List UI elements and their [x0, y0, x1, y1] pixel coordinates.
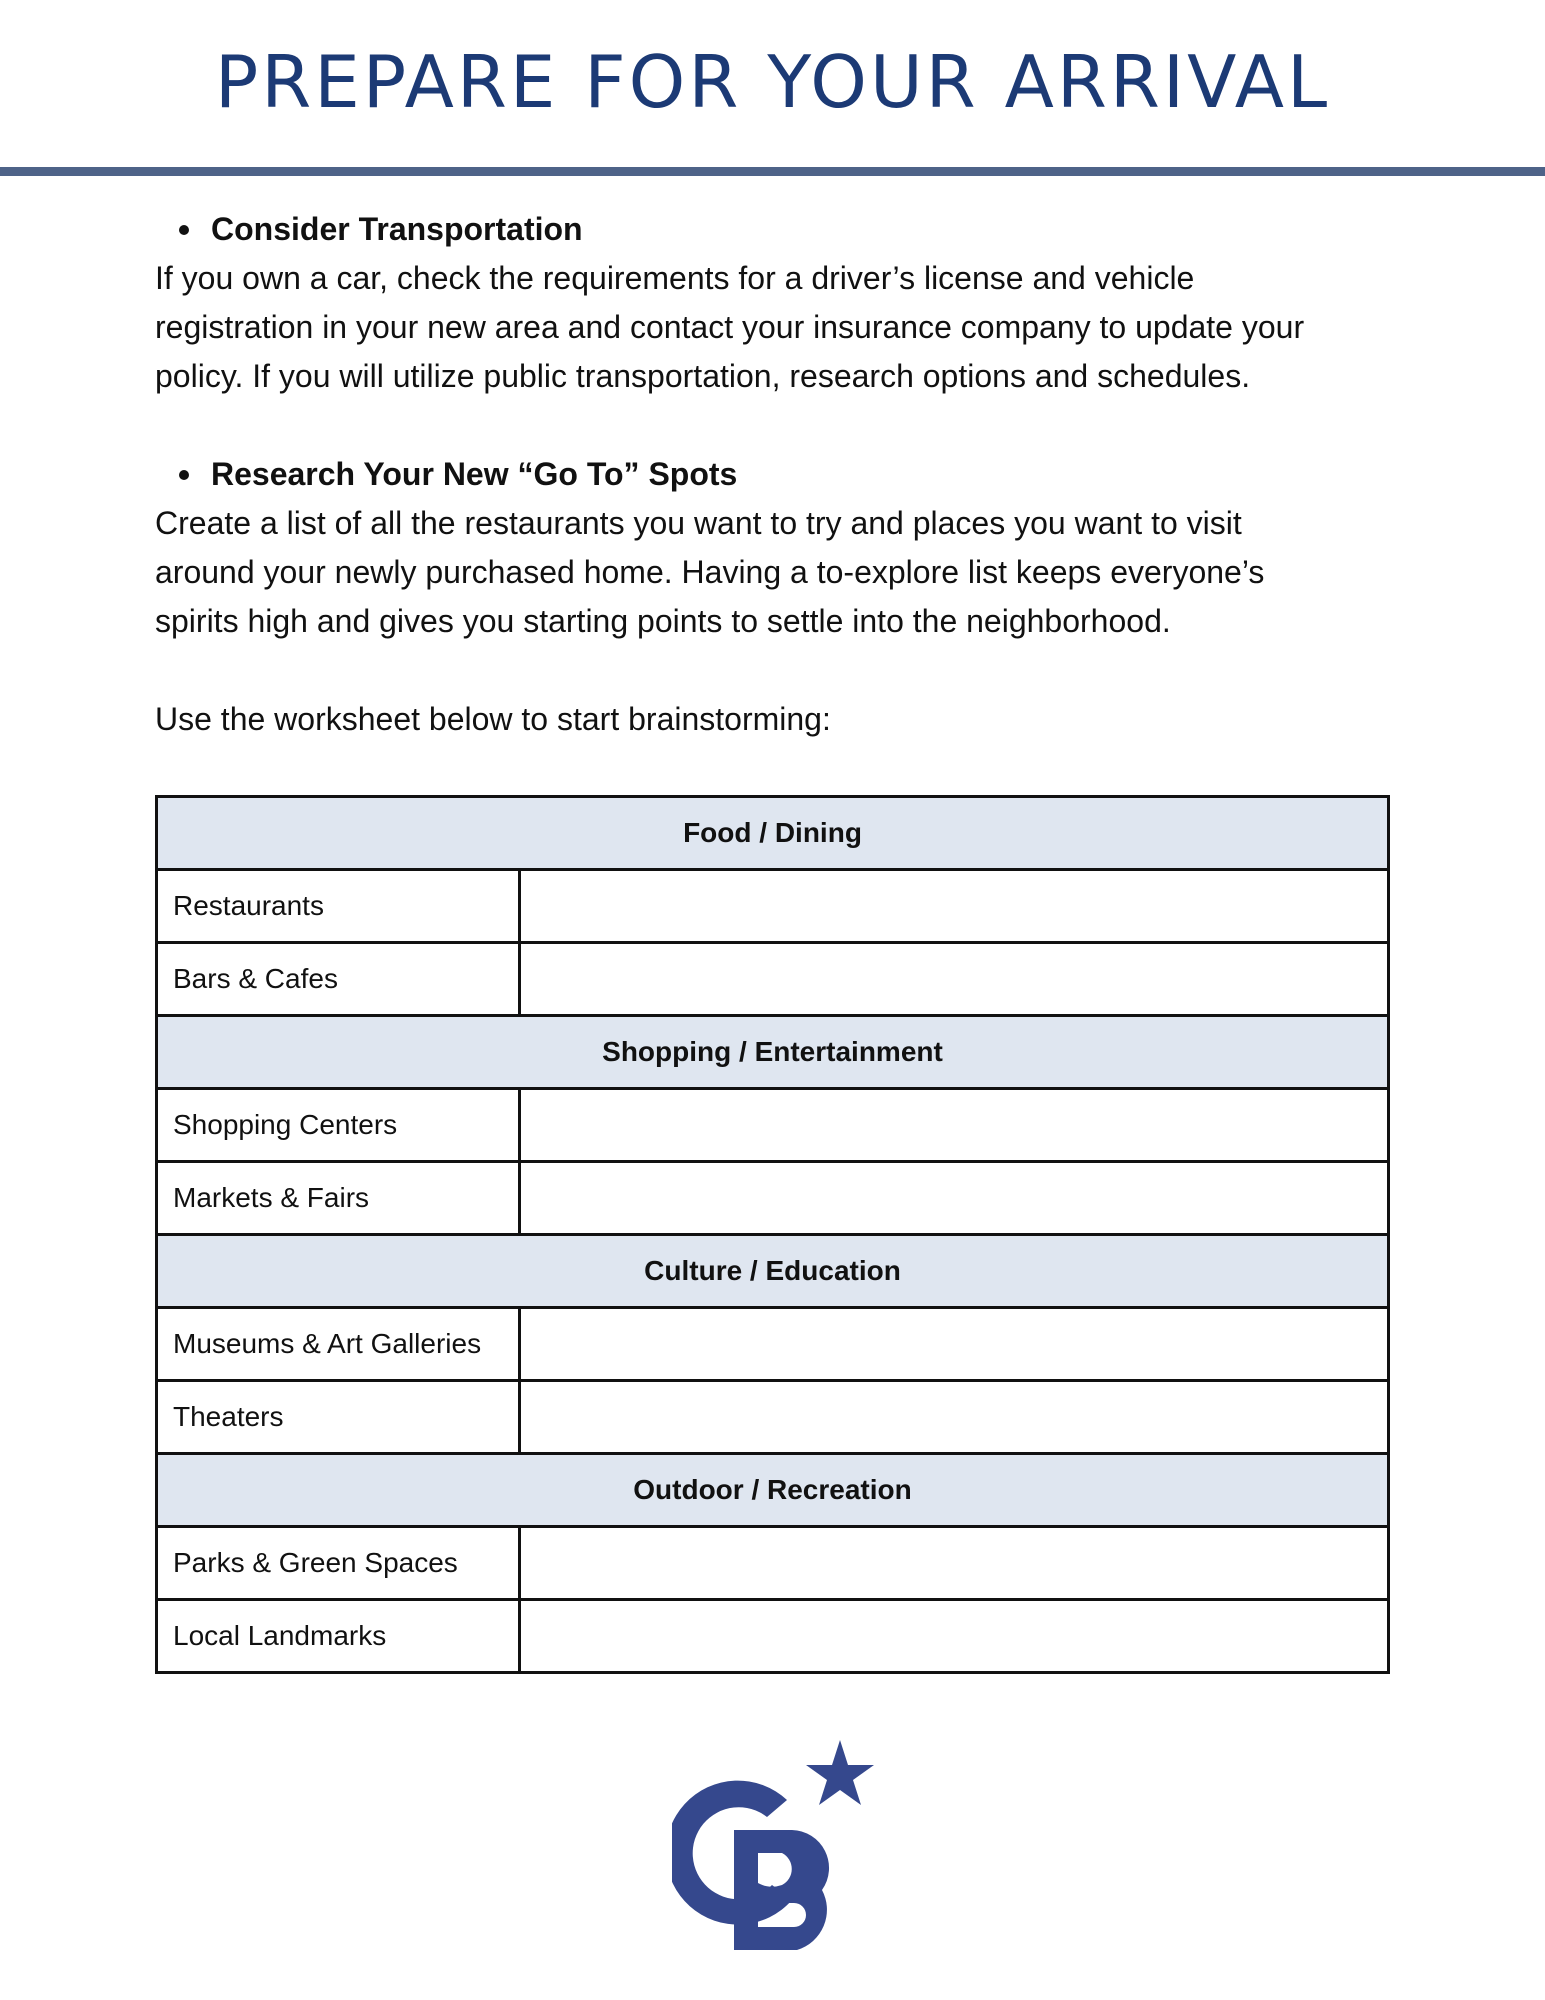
worksheet-intro: Use the worksheet below to start brainstorming:: [155, 701, 831, 737]
row-label: Local Landmarks: [157, 1600, 520, 1673]
bullet-icon: [179, 225, 189, 235]
row-label: Parks & Green Spaces: [157, 1527, 520, 1600]
title-divider: [0, 167, 1545, 176]
entry-field[interactable]: [520, 1089, 1389, 1162]
body-content: [155, 205, 1395, 744]
bullet-heading-transportation: Consider Transportation: [155, 205, 1395, 254]
row-label: Shopping Centers: [157, 1089, 520, 1162]
cb-star-logo-icon: [672, 1735, 882, 1955]
paragraph-line: registration in your new area and contact your insurance company to update your: [155, 309, 1305, 345]
row-label: Theaters: [157, 1381, 520, 1454]
paragraph-line: spirits high and gives you starting points to settle into the neighborhood.: [155, 603, 1171, 639]
entry-field[interactable]: [520, 1600, 1389, 1673]
category-header: Food / Dining: [157, 797, 1389, 870]
bullet-heading-go-to-spots: Research Your New “Go To” Spots: [155, 450, 1395, 499]
bullet-icon: [179, 470, 189, 480]
row-label: Markets & Fairs: [157, 1162, 520, 1235]
paragraph-line: If you own a car, check the requirements for a driver’s license and vehicle: [155, 260, 1195, 296]
entry-field[interactable]: [520, 870, 1389, 943]
entry-field[interactable]: [520, 1308, 1389, 1381]
entry-field[interactable]: [520, 943, 1389, 1016]
row-label: Restaurants: [157, 870, 520, 943]
paragraph-line: around your newly purchased home. Having a to-explore list keeps everyone’s: [155, 554, 1265, 590]
worksheet-table: [155, 795, 1390, 1674]
paragraph-line: policy. If you will utilize public transportation, research options and schedules.: [155, 358, 1251, 394]
entry-field[interactable]: [520, 1381, 1389, 1454]
category-header: Outdoor / Recreation: [157, 1454, 1389, 1527]
category-header: Shopping / Entertainment: [157, 1016, 1389, 1089]
category-header: Culture / Education: [157, 1235, 1389, 1308]
entry-field[interactable]: [520, 1162, 1389, 1235]
entry-field[interactable]: [520, 1527, 1389, 1600]
row-label: Bars & Cafes: [157, 943, 520, 1016]
row-label: Museums & Art Galleries: [157, 1308, 520, 1381]
page-title: PREPARE FOR YOUR ARRIVAL: [214, 40, 1331, 124]
paragraph-line: Create a list of all the restaurants you want to try and places you want to visit: [155, 505, 1242, 541]
